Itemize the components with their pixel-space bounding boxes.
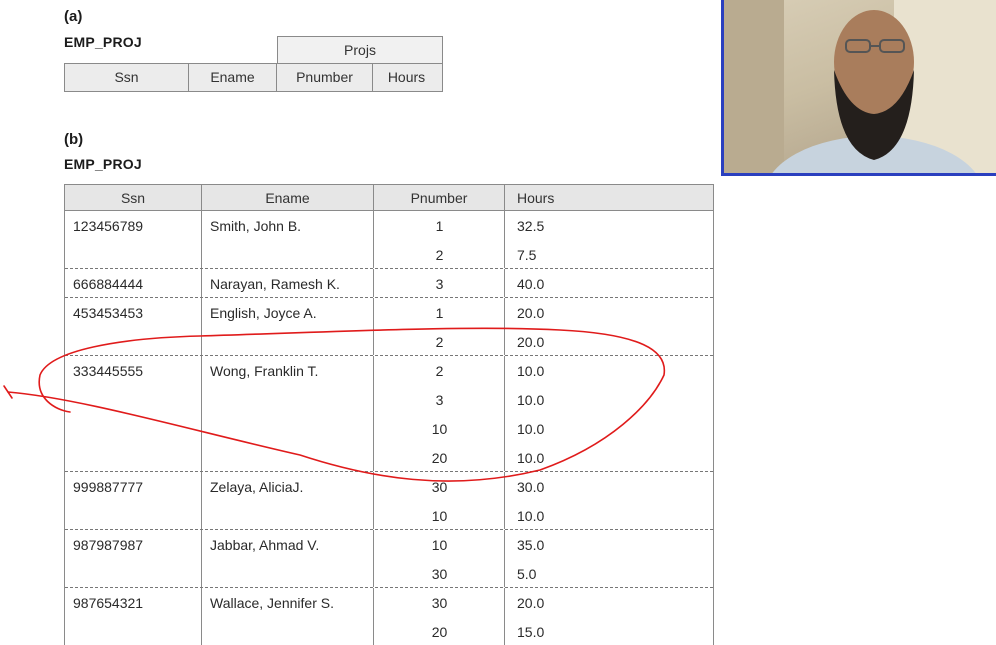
cell-ename: Wong, Franklin T.	[210, 363, 319, 379]
presenter-video-frame	[724, 0, 996, 176]
cell-pnumber: 1	[435, 305, 444, 321]
cell-ssn: 999887777	[73, 479, 144, 495]
cell-hours: 10.0	[517, 421, 545, 437]
webcam-overlay	[721, 0, 996, 176]
table-body	[65, 211, 713, 645]
col-header-ename: Ename	[202, 185, 374, 210]
table-row-group	[65, 356, 713, 472]
table-row-group	[65, 269, 713, 298]
schema-table	[64, 36, 442, 91]
table-row-group	[65, 298, 713, 356]
cell-pnumber: 1	[435, 218, 444, 234]
cell-pnumber: 3	[435, 276, 444, 292]
cell-ssn: 333445555	[73, 363, 144, 379]
col-header-pnumber: Pnumber	[374, 185, 505, 210]
cell-ssn: 987987987	[73, 537, 144, 553]
cell-hours: 30.0	[517, 479, 545, 495]
col-header-ssn: Ssn	[65, 185, 202, 210]
cell-ename: English, Joyce A.	[210, 305, 317, 321]
cell-ename: Narayan, Ramesh K.	[210, 276, 340, 292]
schema-col-ssn: Ssn	[65, 64, 189, 91]
cell-hours: 20.0	[517, 305, 545, 321]
cell-ename: Wallace, Jennifer S.	[210, 595, 334, 611]
cell-pnumber: 10	[431, 537, 448, 553]
col-header-hours: Hours	[517, 190, 555, 206]
table-row-group	[65, 530, 713, 588]
cell-pnumber: 30	[431, 566, 448, 582]
cell-hours: 20.0	[517, 595, 545, 611]
cell-hours: 35.0	[517, 537, 545, 553]
cell-ename: Zelaya, AliciaJ.	[210, 479, 304, 495]
cell-hours: 40.0	[517, 276, 545, 292]
cell-pnumber: 2	[435, 334, 444, 350]
cell-hours: 10.0	[517, 363, 545, 379]
cell-hours: 20.0	[517, 334, 545, 350]
cell-pnumber: 10	[431, 421, 448, 437]
cell-ssn: 987654321	[73, 595, 144, 611]
figure-a-label: (a)	[64, 8, 83, 25]
schema-header-row	[64, 63, 443, 92]
figure-b-label: (b)	[64, 131, 84, 148]
cell-ename: Jabbar, Ahmad V.	[210, 537, 320, 553]
schema-col-pnumber: Pnumber	[277, 64, 373, 91]
cell-pnumber: 20	[431, 450, 448, 466]
cell-pnumber: 2	[435, 247, 444, 263]
cell-hours: 10.0	[517, 392, 545, 408]
cell-ssn: 666884444	[73, 276, 144, 292]
table-header-row	[65, 185, 713, 211]
cell-pnumber: 30	[431, 595, 448, 611]
cell-pnumber: 3	[435, 392, 444, 408]
table-row-group	[65, 472, 713, 530]
schema-col-hours: Hours	[387, 69, 426, 85]
cell-hours: 10.0	[517, 508, 545, 524]
table-row-group	[65, 211, 713, 269]
cell-ename: Smith, John B.	[210, 218, 302, 234]
cell-hours: 7.5	[517, 247, 537, 263]
cell-pnumber: 20	[431, 624, 448, 640]
cell-hours: 15.0	[517, 624, 545, 640]
cell-pnumber: 2	[435, 363, 444, 379]
cell-ssn: 453453453	[73, 305, 144, 321]
projs-group-header: Projs	[277, 36, 443, 64]
cell-pnumber: 10	[431, 508, 448, 524]
emp-proj-table	[64, 184, 714, 645]
cell-hours: 10.0	[517, 450, 545, 466]
table-row-group	[65, 588, 713, 645]
ink-tick-stroke	[4, 386, 12, 398]
figure-a-title: EMP_PROJ	[64, 34, 142, 50]
cell-hours: 32.5	[517, 218, 545, 234]
schema-col-ename: Ename	[189, 64, 277, 91]
cell-pnumber: 30	[431, 479, 448, 495]
cell-ssn: 123456789	[73, 218, 144, 234]
cell-hours: 5.0	[517, 566, 537, 582]
figure-b-title: EMP_PROJ	[64, 156, 142, 172]
